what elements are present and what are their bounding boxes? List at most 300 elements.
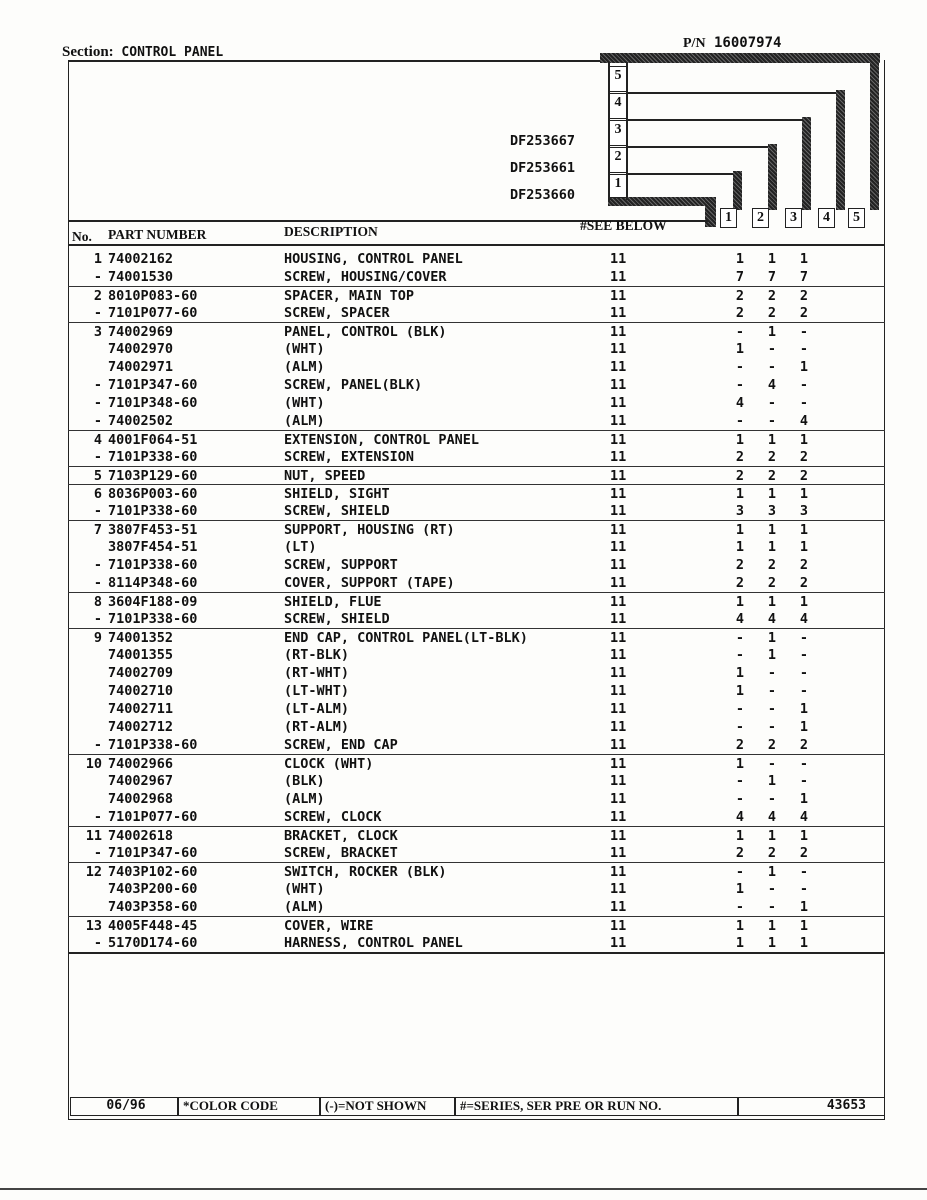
series: 11 [610, 395, 627, 411]
table-row [68, 322, 885, 341]
qty-model-1: - [735, 701, 745, 717]
series: 11 [610, 665, 627, 681]
qty-model-1: 4 [735, 611, 745, 627]
item-number: - [93, 557, 102, 573]
qty-model-2: - [767, 791, 777, 807]
table-row [68, 754, 885, 773]
qty-model-1: 4 [735, 395, 745, 411]
qty-model-1: - [735, 864, 745, 880]
qty-model-3: 1 [799, 701, 809, 717]
qty-model-1: 1 [735, 251, 745, 267]
table-row [68, 844, 885, 862]
part-number: 74002709 [108, 665, 174, 681]
series: 11 [610, 432, 627, 448]
col-part-number: PART NUMBER [108, 227, 207, 242]
qty-model-1: - [735, 773, 745, 789]
qty-model-2: 1 [767, 486, 777, 502]
series: 11 [610, 341, 627, 357]
description: SCREW, BRACKET [284, 845, 398, 861]
qty-model-1: 1 [735, 432, 745, 448]
part-number: 74002968 [108, 791, 174, 807]
table-row [68, 880, 885, 898]
table-row [68, 502, 885, 520]
description: HARNESS, CONTROL PANEL [284, 935, 463, 951]
table-row [68, 250, 885, 268]
part-number: 7101P338-60 [108, 449, 198, 465]
table-row [68, 484, 885, 503]
qty-model-3: 2 [799, 845, 809, 861]
series: 11 [610, 719, 627, 735]
table-row [68, 448, 885, 466]
qty-model-3: - [799, 341, 809, 357]
qty-model-2: - [767, 341, 777, 357]
qty-model-3: 1 [799, 359, 809, 375]
item-number: 4 [93, 432, 102, 448]
item-number: 11 [85, 828, 102, 844]
qty-model-2: - [767, 899, 777, 915]
qty-model-2: - [767, 756, 777, 772]
table-row [68, 826, 885, 845]
item-number: - [93, 503, 102, 519]
description: (ALM) [284, 791, 325, 807]
qty-model-3: - [799, 773, 809, 789]
item-number: - [93, 413, 102, 429]
footer-doc-number: 43653 [738, 1097, 885, 1116]
table-row [68, 700, 885, 718]
description: PANEL, CONTROL (BLK) [284, 324, 447, 340]
qty-model-2: 1 [767, 432, 777, 448]
qty-model-3: 1 [799, 828, 809, 844]
part-number: 3807F454-51 [108, 539, 198, 555]
qty-col-header-3: 3 [785, 208, 802, 228]
table-row [68, 574, 885, 592]
series: 11 [610, 647, 627, 663]
table-row [68, 628, 885, 647]
qty-model-2: - [767, 701, 777, 717]
part-number: 74002502 [108, 413, 174, 429]
series: 11 [610, 575, 627, 591]
qty-model-3: - [799, 377, 809, 393]
table-row [68, 520, 885, 539]
item-number: - [93, 611, 102, 627]
qty-col-header-2: 2 [752, 208, 769, 228]
qty-model-2: 2 [767, 468, 777, 484]
part-number: 7101P077-60 [108, 305, 198, 321]
qty-model-2: 1 [767, 539, 777, 555]
qty-model-1: 1 [735, 756, 745, 772]
part-number: 8036P003-60 [108, 486, 198, 502]
part-number: 74001530 [108, 269, 174, 285]
col-see-below: #SEE BELOW [580, 218, 667, 233]
qty-model-3: - [799, 630, 809, 646]
part-number: 7101P338-60 [108, 611, 198, 627]
qty-model-3: - [799, 324, 809, 340]
part-number: 7103P129-60 [108, 468, 198, 484]
part-number: 3604F188-09 [108, 594, 198, 610]
item-number: 13 [85, 918, 102, 934]
qty-model-1: 2 [735, 468, 745, 484]
qty-model-2: 1 [767, 864, 777, 880]
series: 11 [610, 557, 627, 573]
qty-model-3: 1 [799, 486, 809, 502]
table-row [68, 916, 885, 935]
qty-model-3: 2 [799, 737, 809, 753]
qty-model-1: 2 [735, 575, 745, 591]
qty-model-3: - [799, 683, 809, 699]
part-number: 8114P348-60 [108, 575, 198, 591]
qty-model-2: 2 [767, 557, 777, 573]
item-number: 5 [93, 468, 102, 484]
description: SCREW, SHIELD [284, 611, 390, 627]
part-number: 74002711 [108, 701, 174, 717]
description: SWITCH, ROCKER (BLK) [284, 864, 447, 880]
qty-model-2: - [767, 413, 777, 429]
qty-model-2: 4 [767, 809, 777, 825]
qty-model-1: - [735, 899, 745, 915]
qty-model-3: 4 [799, 611, 809, 627]
qty-model-1: 1 [735, 665, 745, 681]
col-no: No. [72, 229, 92, 244]
table-row [68, 790, 885, 808]
series: 11 [610, 413, 627, 429]
part-number: 74002969 [108, 324, 174, 340]
description: (WHT) [284, 395, 325, 411]
model-bracket-2 [768, 144, 777, 210]
qty-model-3: - [799, 665, 809, 681]
model-index-5: 5 [609, 66, 627, 92]
section-name: CONTROL PANEL [121, 45, 224, 60]
footer-not-shown: (-)=NOT SHOWN [320, 1097, 455, 1116]
table-end-rule [68, 952, 885, 954]
qty-model-1: - [735, 647, 745, 663]
page-bottom-rule [0, 1188, 927, 1190]
qty-model-3: - [799, 647, 809, 663]
table-row [68, 430, 885, 449]
series: 11 [610, 377, 627, 393]
part-number: 4001F064-51 [108, 432, 198, 448]
qty-model-2: 4 [767, 377, 777, 393]
qty-model-1: 2 [735, 557, 745, 573]
item-number: - [93, 737, 102, 753]
part-number: 74001352 [108, 630, 174, 646]
item-number: - [93, 935, 102, 951]
qty-model-2: 1 [767, 773, 777, 789]
part-number: 74002967 [108, 773, 174, 789]
qty-model-1: 7 [735, 269, 745, 285]
part-number: 74002710 [108, 683, 174, 699]
model-bracket-3 [802, 117, 811, 210]
description: (RT-BLK) [284, 647, 350, 663]
qty-model-2: - [767, 665, 777, 681]
qty-model-2: 3 [767, 503, 777, 519]
qty-col-header-5: 5 [848, 208, 865, 228]
part-number: 7101P347-60 [108, 377, 198, 393]
table-row [68, 286, 885, 305]
series: 11 [610, 773, 627, 789]
description: SHIELD, FLUE [284, 594, 382, 610]
qty-model-2: 1 [767, 630, 777, 646]
qty-model-1: 2 [735, 449, 745, 465]
qty-model-2: 1 [767, 251, 777, 267]
table-row [68, 736, 885, 754]
series: 11 [610, 269, 627, 285]
series: 11 [610, 305, 627, 321]
item-number: 8 [93, 594, 102, 610]
qty-model-2: - [767, 683, 777, 699]
qty-model-2: 1 [767, 647, 777, 663]
qty-model-2: 7 [767, 269, 777, 285]
qty-model-1: - [735, 791, 745, 807]
series: 11 [610, 899, 627, 915]
series: 11 [610, 611, 627, 627]
item-number: - [93, 269, 102, 285]
qty-model-1: - [735, 359, 745, 375]
part-number: 7101P348-60 [108, 395, 198, 411]
series: 11 [610, 701, 627, 717]
description: (ALM) [284, 899, 325, 915]
part-number: 7101P338-60 [108, 737, 198, 753]
series: 11 [610, 935, 627, 951]
qty-model-3: 2 [799, 575, 809, 591]
qty-model-1: - [735, 630, 745, 646]
qty-model-3: 1 [799, 522, 809, 538]
model-index-4: 4 [609, 93, 627, 119]
footer-date: 06/96 [70, 1097, 178, 1116]
table-row [68, 304, 885, 322]
qty-model-1: 1 [735, 918, 745, 934]
qty-model-1: - [735, 413, 745, 429]
qty-model-3: 2 [799, 288, 809, 304]
series: 11 [610, 809, 627, 825]
qty-model-2: 1 [767, 324, 777, 340]
table-row [68, 610, 885, 628]
series: 11 [610, 630, 627, 646]
model-index-1: 1 [609, 174, 627, 198]
qty-model-3: 1 [799, 539, 809, 555]
qty-col-header-4: 4 [818, 208, 835, 228]
qty-model-2: 1 [767, 935, 777, 951]
table-row [68, 376, 885, 394]
qty-model-1: - [735, 324, 745, 340]
description: (RT-ALM) [284, 719, 350, 735]
qty-model-3: 1 [799, 594, 809, 610]
description: SCREW, SUPPORT [284, 557, 398, 573]
qty-model-3: 3 [799, 503, 809, 519]
description: SCREW, SHIELD [284, 503, 390, 519]
qty-model-1: - [735, 377, 745, 393]
description: (WHT) [284, 341, 325, 357]
series: 11 [610, 737, 627, 753]
table-row [68, 412, 885, 430]
qty-model-2: 2 [767, 288, 777, 304]
qty-model-3: 2 [799, 449, 809, 465]
model-bracket-5 [600, 53, 880, 63]
description: (ALM) [284, 359, 325, 375]
qty-model-3: 1 [799, 791, 809, 807]
part-number: 7403P200-60 [108, 881, 198, 897]
qty-model-2: 1 [767, 918, 777, 934]
series: 11 [610, 845, 627, 861]
footer-color-code: *COLOR CODE [178, 1097, 320, 1116]
part-number: 7403P358-60 [108, 899, 198, 915]
description: (LT-WHT) [284, 683, 350, 699]
part-number: 74002971 [108, 359, 174, 375]
table-row [68, 898, 885, 916]
description: SCREW, SPACER [284, 305, 390, 321]
section-label: Section: [62, 44, 114, 60]
pn-label: P/N [683, 36, 706, 51]
item-number: 7 [93, 522, 102, 538]
table-row [68, 592, 885, 611]
model-number-1: DF253660 [510, 187, 576, 203]
description: SPACER, MAIN TOP [284, 288, 415, 304]
item-number: 9 [93, 630, 102, 646]
item-number: 2 [93, 288, 102, 304]
qty-model-3: - [799, 395, 809, 411]
part-number: 74002970 [108, 341, 174, 357]
series: 11 [610, 324, 627, 340]
item-number: - [93, 809, 102, 825]
description: (WHT) [284, 881, 325, 897]
qty-model-1: 1 [735, 881, 745, 897]
series: 11 [610, 683, 627, 699]
part-number: 7101P347-60 [108, 845, 198, 861]
item-number: - [93, 377, 102, 393]
table-row [68, 934, 885, 952]
qty-model-2: - [767, 881, 777, 897]
qty-model-1: 1 [735, 828, 745, 844]
table-row [68, 466, 885, 485]
description: NUT, SPEED [284, 468, 366, 484]
qty-model-2: 1 [767, 594, 777, 610]
qty-model-2: 2 [767, 305, 777, 321]
part-number: 7403P102-60 [108, 864, 198, 880]
series: 11 [610, 522, 627, 538]
description: SCREW, END CAP [284, 737, 398, 753]
model-bracket-1 [733, 171, 742, 210]
description: EXTENSION, CONTROL PANEL [284, 432, 480, 448]
part-number-heading [683, 35, 781, 52]
series: 11 [610, 881, 627, 897]
item-number: 10 [85, 756, 102, 772]
part-number: 7101P338-60 [108, 503, 198, 519]
item-number: - [93, 395, 102, 411]
model-number-3: DF253667 [510, 133, 576, 149]
part-number: 74002162 [108, 251, 174, 267]
series: 11 [610, 828, 627, 844]
qty-model-1: 1 [735, 539, 745, 555]
series: 11 [610, 756, 627, 772]
qty-model-2: - [767, 395, 777, 411]
description: (RT-WHT) [284, 665, 350, 681]
col-description: DESCRIPTION [284, 224, 378, 239]
part-number: 8010P083-60 [108, 288, 198, 304]
table-row [68, 718, 885, 736]
part-number: 7101P077-60 [108, 809, 198, 825]
series: 11 [610, 791, 627, 807]
qty-model-3: - [799, 864, 809, 880]
item-number: - [93, 449, 102, 465]
qty-model-3: 1 [799, 899, 809, 915]
qty-model-1: 2 [735, 288, 745, 304]
qty-model-2: 2 [767, 845, 777, 861]
qty-model-3: 2 [799, 305, 809, 321]
description: (BLK) [284, 773, 325, 789]
qty-model-2: 2 [767, 575, 777, 591]
part-number: 74002712 [108, 719, 174, 735]
model-bracket-4 [836, 90, 845, 210]
table-row [68, 268, 885, 286]
item-number: - [93, 305, 102, 321]
pn-value: 16007974 [714, 35, 782, 51]
item-number: 12 [85, 864, 102, 880]
model-index-3: 3 [609, 120, 627, 146]
qty-model-1: 2 [735, 305, 745, 321]
qty-model-3: - [799, 756, 809, 772]
qty-model-3: 4 [799, 413, 809, 429]
description: (ALM) [284, 413, 325, 429]
description: SCREW, CLOCK [284, 809, 382, 825]
qty-model-3: 4 [799, 809, 809, 825]
series: 11 [610, 468, 627, 484]
series: 11 [610, 503, 627, 519]
series: 11 [610, 449, 627, 465]
description: END CAP, CONTROL PANEL(LT-BLK) [284, 630, 528, 646]
qty-model-3: - [799, 881, 809, 897]
description: HOUSING, CONTROL PANEL [284, 251, 463, 267]
qty-model-3: 1 [799, 432, 809, 448]
description: COVER, WIRE [284, 918, 374, 934]
item-number: 1 [93, 251, 102, 267]
description: BRACKET, CLOCK [284, 828, 398, 844]
series: 11 [610, 486, 627, 502]
item-number: 6 [93, 486, 102, 502]
table-row [68, 556, 885, 574]
series: 11 [610, 918, 627, 934]
qty-model-1: 3 [735, 503, 745, 519]
qty-model-1: 1 [735, 594, 745, 610]
series: 11 [610, 251, 627, 267]
qty-model-1: - [735, 719, 745, 735]
description: CLOCK (WHT) [284, 756, 374, 772]
table-row [68, 862, 885, 881]
part-number: 3807F453-51 [108, 522, 198, 538]
qty-model-3: 1 [799, 251, 809, 267]
table-row [68, 808, 885, 826]
qty-model-3: 7 [799, 269, 809, 285]
series: 11 [610, 539, 627, 555]
qty-model-1: 1 [735, 341, 745, 357]
qty-model-1: 2 [735, 845, 745, 861]
table-row [68, 358, 885, 376]
part-number: 7101P338-60 [108, 557, 198, 573]
part-number: 4005F448-45 [108, 918, 198, 934]
qty-model-1: 1 [735, 683, 745, 699]
description: SCREW, HOUSING/COVER [284, 269, 447, 285]
section-heading [62, 44, 223, 61]
description: SHIELD, SIGHT [284, 486, 390, 502]
table-row [68, 538, 885, 556]
table-row [68, 394, 885, 412]
footer-series-note: #=SERIES, SER PRE OR RUN NO. [455, 1097, 738, 1116]
qty-model-3: 1 [799, 719, 809, 735]
item-number: - [93, 845, 102, 861]
description: (LT-ALM) [284, 701, 350, 717]
qty-model-2: 2 [767, 449, 777, 465]
qty-model-2: 4 [767, 611, 777, 627]
qty-model-1: 2 [735, 737, 745, 753]
description: (LT) [284, 539, 317, 555]
